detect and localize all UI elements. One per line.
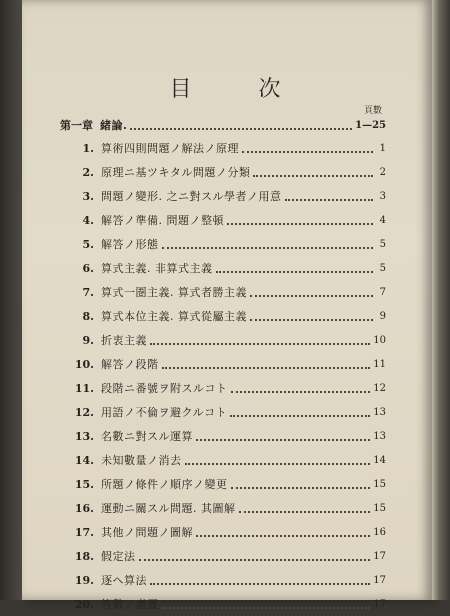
dot-leader xyxy=(162,366,371,369)
dot-leader xyxy=(250,318,373,321)
entry-number: 1. xyxy=(82,141,94,155)
entry-title: 所題ノ條件ノ順序ノ變更 xyxy=(101,478,228,491)
entry-page: 10 xyxy=(373,334,386,346)
toc-entry xyxy=(60,352,386,376)
dot-leader xyxy=(253,174,373,177)
entry-title: 算術四則問題ノ解法ノ原理 xyxy=(101,142,239,155)
entry-page: 7 xyxy=(379,286,386,298)
dot-leader xyxy=(227,222,373,225)
toc-entry xyxy=(60,136,386,160)
entry-page: 15 xyxy=(373,478,386,490)
entry-title: 未知數量ノ消去 xyxy=(101,454,182,467)
entry-number: 11. xyxy=(74,381,94,395)
entry-title: 算式主義. 非算式主義 xyxy=(101,262,213,275)
dot-leader xyxy=(196,438,370,441)
entry-number: 17. xyxy=(74,525,94,539)
dot-leader xyxy=(150,342,370,345)
entry-page: 5 xyxy=(379,262,386,274)
entry-number: 4. xyxy=(82,213,94,227)
toc-entry xyxy=(60,304,386,328)
entry-number: 12. xyxy=(74,405,94,419)
table-of-contents xyxy=(60,114,386,616)
dot-leader xyxy=(150,582,370,585)
toc-entry xyxy=(60,184,386,208)
entry-title: 折衷主義 xyxy=(101,334,147,347)
toc-entry xyxy=(60,376,386,400)
dot-leader xyxy=(230,414,370,417)
dot-leader xyxy=(162,606,371,609)
entry-page: 1 xyxy=(379,142,386,154)
entry-page: 16 xyxy=(373,526,386,538)
page-number-header: 頁數 xyxy=(363,106,382,116)
dot-leader xyxy=(239,510,371,513)
entry-number: 13. xyxy=(74,429,94,443)
entry-number: 20. xyxy=(74,597,94,611)
entry-page: 11 xyxy=(373,358,386,370)
dot-leader xyxy=(185,462,371,465)
entry-page: 2 xyxy=(379,166,386,178)
toc-entry xyxy=(60,544,386,568)
toc-entry xyxy=(60,256,386,280)
entry-number: 14. xyxy=(74,453,94,467)
entry-number: 3. xyxy=(82,189,94,203)
entry-title: 解答ノ段階 xyxy=(101,358,159,371)
entry-page: 5 xyxy=(379,238,386,250)
entry-number: 5. xyxy=(82,237,94,251)
dot-leader xyxy=(162,246,374,249)
entry-page: 12 xyxy=(373,382,386,394)
toc-entry xyxy=(60,568,386,592)
entry-title: 假定法 xyxy=(101,550,136,563)
entry-page: 14 xyxy=(373,454,386,466)
dot-leader xyxy=(196,534,370,537)
entry-number: 18. xyxy=(74,549,94,563)
dot-leader xyxy=(250,294,373,297)
toc-entry xyxy=(60,472,386,496)
toc-entry xyxy=(60,208,386,232)
entry-number: 16. xyxy=(74,501,94,515)
toc-entry xyxy=(60,400,386,424)
dot-leader xyxy=(285,198,374,201)
entry-number: 10. xyxy=(74,357,94,371)
entry-page: 15 xyxy=(373,502,386,514)
toc-entry xyxy=(60,160,386,184)
entry-title: 其他ノ問題ノ圖解 xyxy=(101,526,193,539)
chapter-pages: 1—25 xyxy=(355,119,386,131)
entry-title: 用語ノ不倫ヲ避クルコト xyxy=(101,406,228,419)
dot-leader xyxy=(231,390,371,393)
entry-number: 15. xyxy=(74,477,94,491)
entry-title: 算式一圏主義. 算式者勝主義 xyxy=(101,286,247,299)
dot-leader xyxy=(231,486,371,489)
dot-leader xyxy=(139,558,371,561)
entry-title: 原理ニ基ツキタル問題ノ分類 xyxy=(101,166,251,179)
dot-leader xyxy=(216,270,374,273)
chapter-title: 緒論. xyxy=(100,119,128,132)
entry-title: 運動ニ關スル問題. 其圖解 xyxy=(101,502,236,515)
entry-number: 2. xyxy=(82,165,94,179)
toc-entry xyxy=(60,592,386,616)
toc-entry xyxy=(60,280,386,304)
entry-number: 9. xyxy=(82,333,94,347)
dot-leader xyxy=(242,150,373,153)
entry-title: 名數ニ對スル運算 xyxy=(101,430,193,443)
entry-number: 19. xyxy=(74,573,94,587)
entry-title: 算式本位主義. 算式從屬主義 xyxy=(101,310,247,323)
entry-page: 4 xyxy=(379,214,386,226)
dot-leader xyxy=(130,127,352,130)
entry-page: 3 xyxy=(379,190,386,202)
entry-page: 13 xyxy=(373,430,386,442)
entry-page: 17 xyxy=(373,550,386,562)
entry-page: 9 xyxy=(379,310,386,322)
entry-title: 段階ニ番號ヲ附スルコト xyxy=(101,382,228,395)
toc-entry xyxy=(60,496,386,520)
toc-entry xyxy=(60,232,386,256)
entry-title: 解答ノ形態 xyxy=(101,238,159,251)
entry-page: 17 xyxy=(373,598,386,610)
entry-page: 17 xyxy=(373,574,386,586)
entry-page: 13 xyxy=(373,406,386,418)
chapter-row xyxy=(60,114,386,136)
entry-number: 6. xyxy=(82,261,94,275)
toc-entry xyxy=(60,448,386,472)
entry-number: 8. xyxy=(82,309,94,323)
entry-title: 問題ノ變形. 之ニ對スル學者ノ用意 xyxy=(101,190,282,203)
page-title: 目 次 xyxy=(169,77,311,102)
chapter-label: 第一章 xyxy=(60,119,93,132)
entry-title: 解答ノ準備. 問題ノ整頓 xyxy=(101,214,224,227)
toc-entry xyxy=(60,520,386,544)
toc-entry xyxy=(60,328,386,352)
entry-title: 答數ノ處置 xyxy=(101,598,159,611)
toc-entry xyxy=(60,424,386,448)
entry-number: 7. xyxy=(82,285,94,299)
entry-title: 逐ヘ算法 xyxy=(101,574,147,587)
